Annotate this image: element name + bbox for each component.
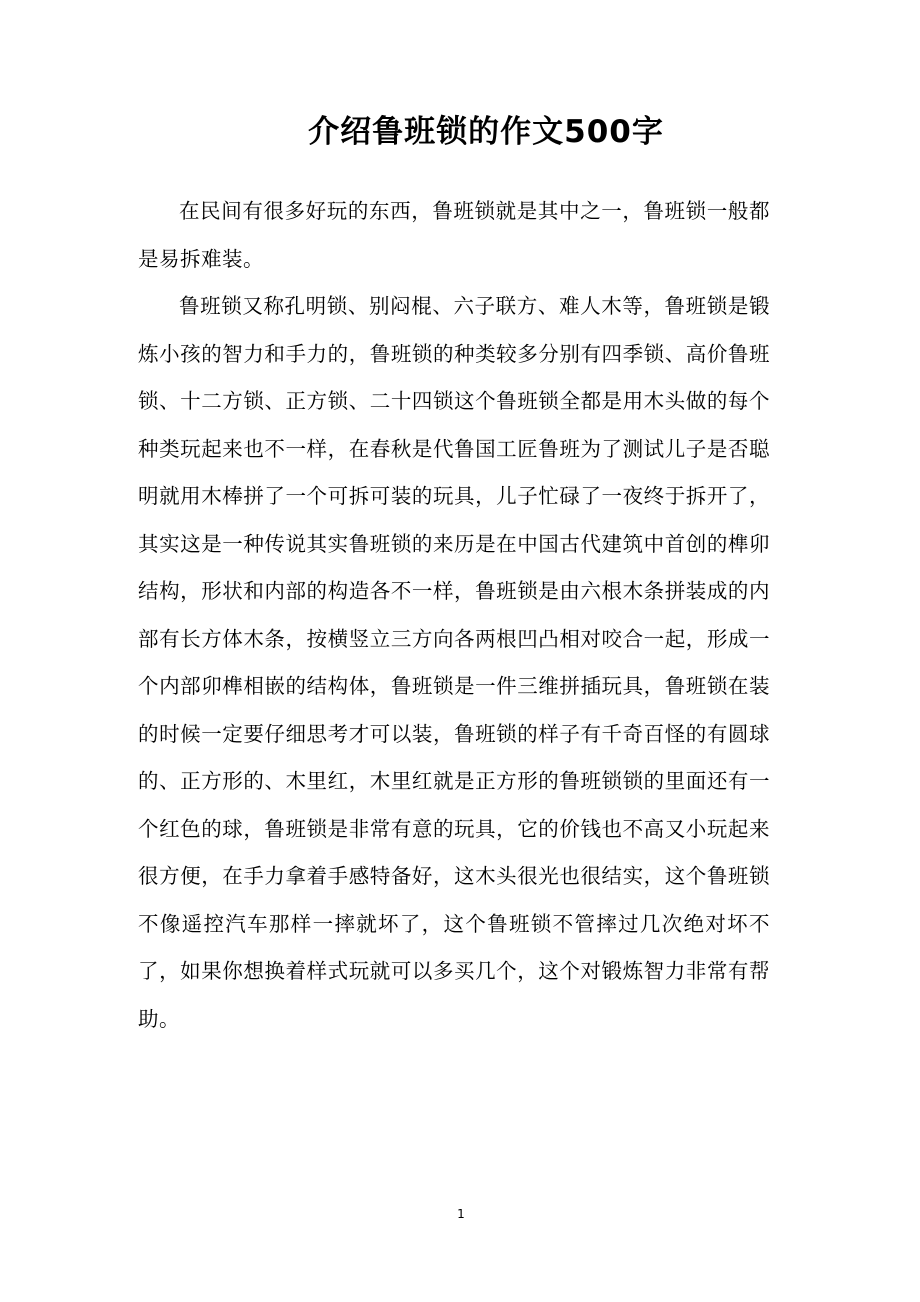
- page-number: 1: [457, 1207, 465, 1221]
- paragraph-main: 鲁班锁又称孔明锁、别闷棍、六子联方、难人木等，鲁班锁是锻炼小孩的智力和手力的，鲁班锁的种类较多分别有四季锁、高价鲁班锁、十二方锁、正方锁、二十四锁这个鲁班锁全都是用木头做的每个种类玩起来也不一样，在春秋是代鲁国工匠鲁班为了测试儿子是否聪明就用木棒拼了一个可拆可装的玩具，儿子忙碌了一夜终于拆开了，其实这是一种传说其实鲁班锁的来历是在中国古代建筑中首创的榫卯结构，形状和内部的构造各不一样，鲁班锁是由六根木条拼装成的内部有长方体木条，按横竖立三方向各两根凹凸相对咬合一起，形成一个内部卯榫相嵌的结构体，鲁班锁是一件三维拼插玩具，鲁班锁在装的时候一定要仔细思考才可以装，鲁班锁的样子有千奇百怪的有圆球的、正方形的、木里红，木里红就是正方形的鲁班锁锁的里面还有一个红色的球，鲁班锁是非常有意的玩具，它的价钱也不高又小玩起来很方便，在手力拿着手感特备好，这木头很光也很结实，这个鲁班锁不像遥控汽车那样一摔就坏了，这个鲁班锁不管摔过几次绝对坏不了，如果你想换着样式玩就可以多买几个，这个对锻炼智力非常有帮助。: [138, 294, 770, 1031]
- document-title: 介绍鲁班锁的作文500字: [308, 114, 664, 150]
- document-body: [138, 188, 770, 1043]
- paragraph-intro: 在民间有很多好玩的东西，鲁班锁就是其中之一，鲁班锁一般都是易拆难装。: [138, 199, 770, 271]
